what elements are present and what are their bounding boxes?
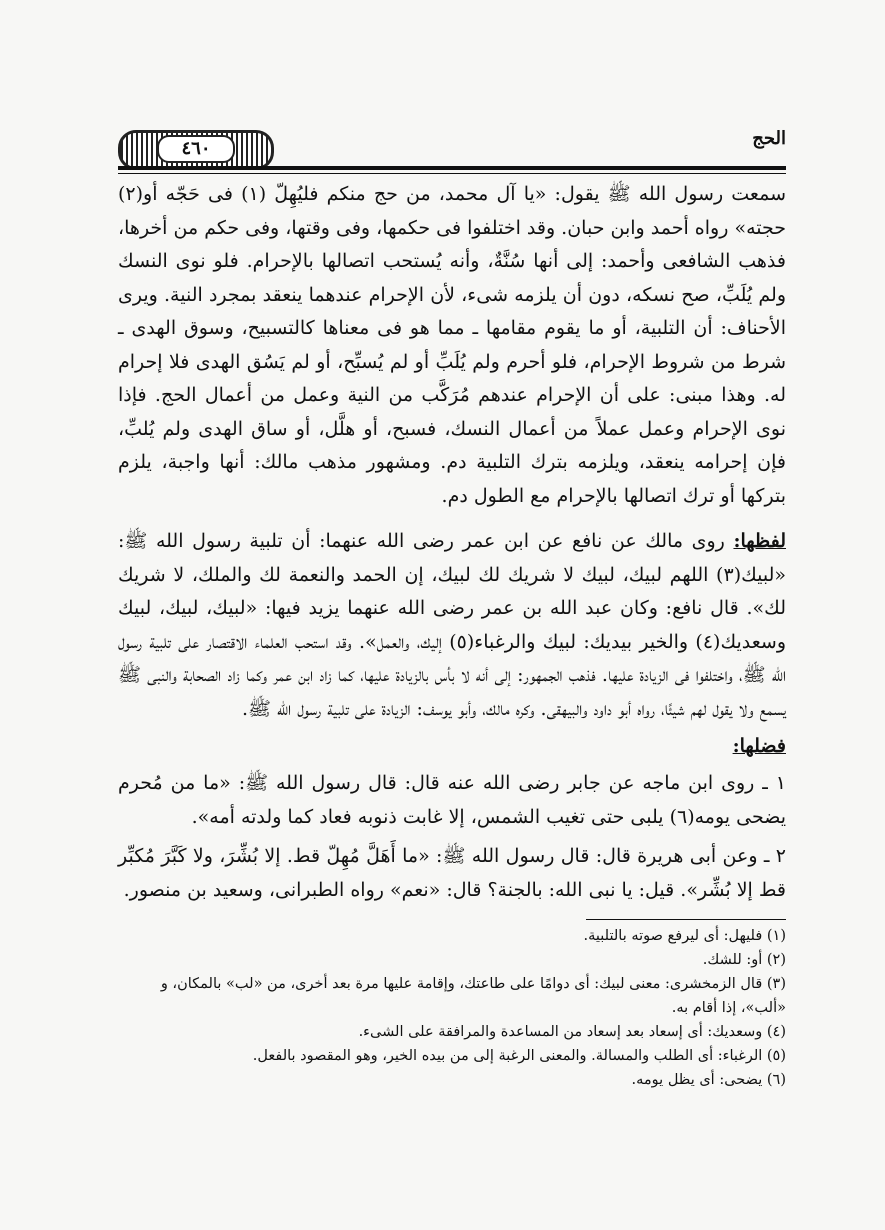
wording-heading: لفظها: [733,530,786,552]
footnote-separator [586,919,786,920]
footnotes [118,924,786,1092]
footnote-1: (١) فليهل: أى ليرفع صوته بالتلبية. [583,928,786,944]
virtue-item-2: ٢ ـ وعن أبى هريرة قال: قال رسول الله ﷺ: «ما أَهَلَّ مُهِلّ قط. إلا بُشِّرَ، ولا كَبَّرَ مُكبِّر قط إلا بُشِّر». قيل: يا نبى الله: بالجنة؟ قال: «نعم» رواه الطبرانى، وسعيد بن منصور. [118,845,786,901]
page-number: ٤٦٠ [157,135,235,163]
book-page [118,118,786,1148]
virtue-item-1: ١ ـ روى ابن ماجه عن جابر رضى الله عنه قال: قال رسول الله ﷺ: «ما من مُحرم يضحى يومه(٦) يلبى حتى تغيب الشمس، إلا غابت ذنوبه فعاد كما ولدته أمه». [118,772,786,828]
wording-text: روى مالك عن نافع عن ابن عمر رضى الله عنهما: أن تلبية رسول الله ﷺ: «لبيك(٣) اللهم لبيك، لبيك لا شريك لك لبيك، إن الحمد والنعمة لك والملك، لا شريك لك». قال نافع: وكان عبد الله بن عمر رضى الله عنهما يزيد فيها: «لبيك، لبيك، لبيك وسعديك(٤) والخير بيديك: لبيك والرغباء(٥) إليك، والعمل». وقد استحب العلماء الاقتصار على تلبية رسول الله ﷺ، واختلفوا فى الزيادة عليها. فذهب الجمهور: إلى أنه لا بأس بالزيادة عليها، كما زاد ابن عمر وكما زاد الصحابة والنبى ﷺ يسمع ولا يقول لهم شيئًا، رواه أبو داود والبيهقى. وكره مالك، وأبو يوسف: الزيادة على تلبية رسول الله ﷺ. [118,530,786,720]
virtue-heading: فضلها: [732,735,786,757]
header-rule-thin [118,173,786,174]
footnote-2: (٢) أو: للشك. [702,952,786,968]
footnote-4: (٤) وسعديك: أى إسعاد بعد إسعاد من المساعدة والمرافقة على الشىء. [358,1024,786,1040]
footnote-5: (٥) الرغباء: أى الطلب والمسالة. والمعنى الرغبة إلى من بيده الخير، وهو المقصود بالفعل. [252,1048,786,1064]
footnote-6: (٦) يضحى: أى يظل يومه. [631,1072,786,1088]
header-rule-thick [118,166,786,170]
paragraph-wording [118,525,786,726]
footnote-3: (٣) قال الزمخشرى: معنى لبيك: أى دوامًا على طاعتك، وإقامة عليها مرة بعد أخرى، من «لب» بالمكان، و «ألب»، إذا أقام به. [160,976,786,1016]
paragraph-ruling: سمعت رسول الله ﷺ يقول: «يا آل محمد، من حج منكم فليُهِلّ (١) فى حَجّه أو(٢) حجته» رواه أحمد وابن حبان. وقد اختلفوا فى حكمها، وفى وقتها، وفى حكم من أخرها، فذهب الشافعى وأحمد: إلى أنها سُنَّةٌ، وأنه يُستحب اتصالها بالإحرام. فلو نوى النسك ولم يُلَبِّ، صح نسكه، دون أن يلزمه شىء، لأن الإحرام عندهما ينعقد بمجرد النية. ويرى الأحناف: أن التلبية، أو ما يقوم مقامها ـ مما هو فى معناها كالتسبيح، وسوق الهدى ـ شرط من شروط الإحرام، فلو أحرم ولم يُلَبِّ أو لم يُسبِّح، أو لم يَسُق الهدى فلا إحرام له. وهذا مبنى: على أن الإحرام عندهم مُرَكَّب من النية وعمل من أعمال الحج. فإذا نوى الإحرام وعمل عملاً من أعمال النسك، فسبح، أو هلَّل، أو ساق الهدى ولم يُلبِّ، فإن إحرامه ينعقد، ويلزمه بترك التلبية دم. ومشهور مذهب مالك: أنها واجبة، يلزم بتركها أو ترك اتصالها بالإحرام مع الطول دم. [118,183,787,507]
page-number-badge [118,130,274,170]
chapter-title: الحج [752,128,786,149]
page-header [118,118,786,168]
page-body [118,178,786,1092]
